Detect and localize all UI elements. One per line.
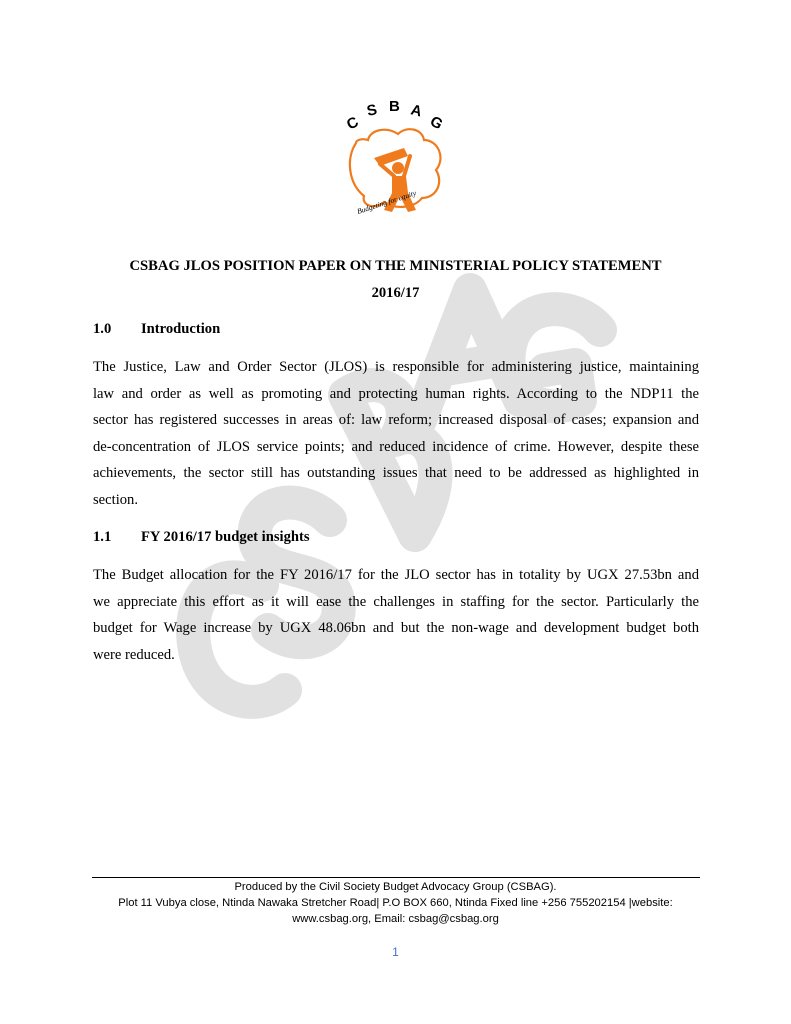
svg-text:A: A [409,101,424,121]
csbag-logo [336,98,456,228]
paragraph-line: achievements, the sector still has outstanding issues that need to be addressed as highlighted in [93,465,699,481]
paragraph-line: budget for Wage increase by UGX 48.06bn and but the non-wage and development budget both [93,620,699,636]
paragraph-line: The Justice, Law and Order Sector (JLOS) is responsible for administering justice, maintaining [93,359,699,375]
paragraph-line: we appreciate this effort as it will ease the challenges in staffing for the sector. Particularly the [93,593,699,610]
paragraph-line: were reduced. [93,646,175,663]
section-heading-introduction [93,321,220,338]
document-title-year: 2016/17 [371,285,420,301]
section-number: 1.0 [93,321,112,337]
footer-producer: Produced by the Civil Society Budget Advocacy Group (CSBAG). [234,881,557,893]
footer-address: Plot 11 Vubya close, Ntinda Nawaka Stretcher Road| P.O BOX 660, Ntinda Fixed line +256 755202154 |website: [118,897,673,909]
document-title: CSBAG JLOS POSITION PAPER ON THE MINISTERIAL POLICY STATEMENT [129,258,662,274]
figure-head-icon [392,162,404,174]
paragraph-line: law and order as well as promoting and protecting human rights. According to the NDP11 the [93,385,699,402]
section-number: 1.1 [93,529,112,545]
svg-text:B: B [389,98,400,115]
paragraph-line: The Budget allocation for the FY 2016/17 for the JLO sector has in totality by UGX 27.53bn and [93,567,699,583]
paragraph-line: de-concentration of JLOS service points; and reduced incidence of crime. However, despite these [93,438,699,455]
introduction-paragraph [93,354,699,513]
logo-tagline: Budgeting for equity [355,188,418,216]
svg-text:G: G [427,112,446,134]
figure-arm-icon [380,164,394,176]
budget-insights-paragraph [93,562,699,668]
paragraph-line: sector has registered successes in areas of: law reform; increased disposal of cases; expansion and [93,412,699,428]
footer-divider [92,877,700,878]
figure-arm-icon [404,156,410,176]
paragraph-line: section. [93,491,138,508]
svg-text:S: S [365,101,379,120]
svg-text:C: C [343,113,362,134]
section-heading-budget-insights [93,529,310,546]
page-number: 1 [392,945,399,959]
section-title: Introduction [141,321,221,337]
section-title: FY 2016/17 budget insights [141,529,310,545]
footer-contact: www.csbag.org, Email: csbag@csbag.org [292,913,499,925]
